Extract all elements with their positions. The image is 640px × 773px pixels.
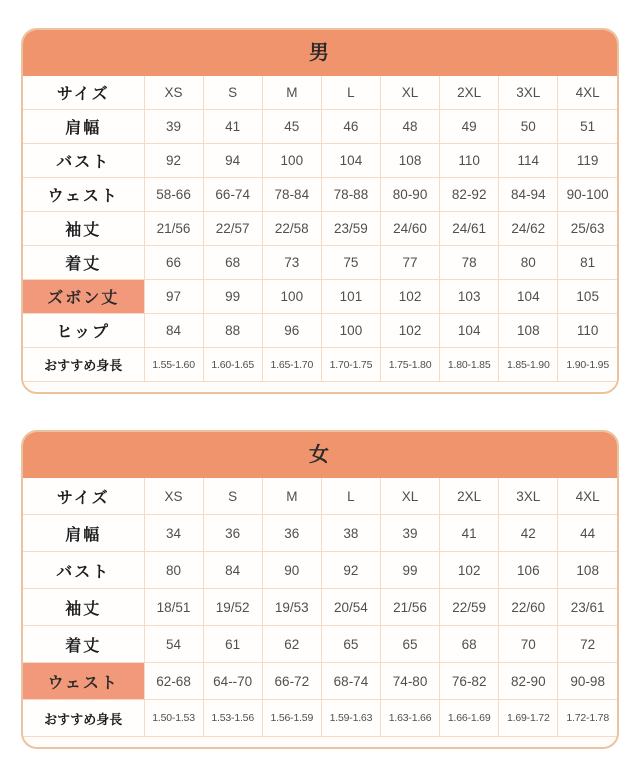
- value-cell: 100: [262, 144, 321, 178]
- value-cell: 102: [440, 552, 499, 589]
- value-cell: 21/56: [144, 212, 203, 246]
- mens-table-title: 男: [23, 30, 617, 76]
- row-label-cell: ズボン丈: [23, 280, 144, 314]
- value-cell: 41: [440, 515, 499, 552]
- value-cell: 1.53-1.56: [203, 700, 262, 737]
- value-cell: XS: [144, 478, 203, 515]
- value-cell: 19/53: [262, 589, 321, 626]
- value-cell: 1.69-1.72: [499, 700, 558, 737]
- row-label-cell: 肩幅: [23, 110, 144, 144]
- value-cell: 24/61: [440, 212, 499, 246]
- row-label-cell: おすすめ身長: [23, 348, 144, 382]
- value-cell: 66: [144, 246, 203, 280]
- table-row: [23, 478, 617, 515]
- value-cell: 81: [558, 246, 617, 280]
- value-cell: 25/63: [558, 212, 617, 246]
- value-cell: 92: [321, 552, 380, 589]
- value-cell: 82-92: [440, 178, 499, 212]
- value-cell: 1.75-1.80: [381, 348, 440, 382]
- table-row: [23, 348, 617, 382]
- value-cell: 100: [321, 314, 380, 348]
- row-label-cell: おすすめ身長: [23, 700, 144, 737]
- value-cell: 76-82: [440, 663, 499, 700]
- value-cell: 1.63-1.66: [381, 700, 440, 737]
- value-cell: 42: [499, 515, 558, 552]
- value-cell: 64--70: [203, 663, 262, 700]
- value-cell: L: [321, 478, 380, 515]
- table-row: [23, 212, 617, 246]
- value-cell: 102: [381, 314, 440, 348]
- value-cell: 4XL: [558, 76, 617, 110]
- value-cell: 78-84: [262, 178, 321, 212]
- value-cell: 104: [321, 144, 380, 178]
- value-cell: 44: [558, 515, 617, 552]
- value-cell: 94: [203, 144, 262, 178]
- value-cell: 108: [381, 144, 440, 178]
- table-row: [23, 144, 617, 178]
- value-cell: 1.60-1.65: [203, 348, 262, 382]
- value-cell: 23/61: [558, 589, 617, 626]
- row-label-cell: バスト: [23, 144, 144, 178]
- value-cell: 66-72: [262, 663, 321, 700]
- value-cell: 1.80-1.85: [440, 348, 499, 382]
- value-cell: 50: [499, 110, 558, 144]
- value-cell: 78: [440, 246, 499, 280]
- value-cell: 90-100: [558, 178, 617, 212]
- value-cell: 1.66-1.69: [440, 700, 499, 737]
- row-label-cell: 袖丈: [23, 589, 144, 626]
- value-cell: 101: [321, 280, 380, 314]
- value-cell: XL: [381, 76, 440, 110]
- value-cell: 21/56: [381, 589, 440, 626]
- value-cell: 41: [203, 110, 262, 144]
- value-cell: 20/54: [321, 589, 380, 626]
- value-cell: 1.70-1.75: [321, 348, 380, 382]
- value-cell: 84-94: [499, 178, 558, 212]
- table-row: [23, 589, 617, 626]
- value-cell: 22/57: [203, 212, 262, 246]
- row-label-cell: 着丈: [23, 626, 144, 663]
- table-row: [23, 76, 617, 110]
- value-cell: 24/62: [499, 212, 558, 246]
- value-cell: 54: [144, 626, 203, 663]
- value-cell: 82-90: [499, 663, 558, 700]
- womens-table-title: 女: [23, 432, 617, 478]
- value-cell: 22/59: [440, 589, 499, 626]
- table-row: [23, 246, 617, 280]
- value-cell: 38: [321, 515, 380, 552]
- value-cell: 72: [558, 626, 617, 663]
- value-cell: 110: [440, 144, 499, 178]
- value-cell: 19/52: [203, 589, 262, 626]
- value-cell: 84: [144, 314, 203, 348]
- value-cell: 49: [440, 110, 499, 144]
- value-cell: 58-66: [144, 178, 203, 212]
- value-cell: 39: [144, 110, 203, 144]
- value-cell: 45: [262, 110, 321, 144]
- value-cell: 88: [203, 314, 262, 348]
- value-cell: 1.55-1.60: [144, 348, 203, 382]
- table-row: [23, 663, 617, 700]
- table-row: [23, 280, 617, 314]
- value-cell: M: [262, 478, 321, 515]
- value-cell: 1.50-1.53: [144, 700, 203, 737]
- row-label-cell: 袖丈: [23, 212, 144, 246]
- value-cell: 22/58: [262, 212, 321, 246]
- value-cell: 77: [381, 246, 440, 280]
- value-cell: 99: [203, 280, 262, 314]
- value-cell: 68: [440, 626, 499, 663]
- row-label-cell: ウェスト: [23, 663, 144, 700]
- mens-size-table: [23, 76, 617, 382]
- value-cell: 61: [203, 626, 262, 663]
- value-cell: 104: [499, 280, 558, 314]
- row-label-cell: ヒップ: [23, 314, 144, 348]
- row-label-cell: ウェスト: [23, 178, 144, 212]
- table-row: [23, 700, 617, 737]
- value-cell: 3XL: [499, 478, 558, 515]
- value-cell: 97: [144, 280, 203, 314]
- value-cell: 2XL: [440, 76, 499, 110]
- value-cell: 51: [558, 110, 617, 144]
- value-cell: 3XL: [499, 76, 558, 110]
- value-cell: 75: [321, 246, 380, 280]
- value-cell: 90-98: [558, 663, 617, 700]
- value-cell: 78-88: [321, 178, 380, 212]
- value-cell: 119: [558, 144, 617, 178]
- value-cell: 73: [262, 246, 321, 280]
- value-cell: 110: [558, 314, 617, 348]
- value-cell: 23/59: [321, 212, 380, 246]
- womens-table-body: [23, 478, 617, 737]
- table-row: [23, 515, 617, 552]
- row-label-cell: バスト: [23, 552, 144, 589]
- table-row: [23, 314, 617, 348]
- value-cell: 105: [558, 280, 617, 314]
- table-row: [23, 552, 617, 589]
- value-cell: 80-90: [381, 178, 440, 212]
- value-cell: 108: [499, 314, 558, 348]
- value-cell: 80: [499, 246, 558, 280]
- value-cell: 4XL: [558, 478, 617, 515]
- value-cell: 90: [262, 552, 321, 589]
- value-cell: 1.72-1.78: [558, 700, 617, 737]
- value-cell: 68-74: [321, 663, 380, 700]
- value-cell: 65: [321, 626, 380, 663]
- value-cell: 92: [144, 144, 203, 178]
- value-cell: 48: [381, 110, 440, 144]
- table-row: [23, 110, 617, 144]
- value-cell: 39: [381, 515, 440, 552]
- row-label-cell: サイズ: [23, 76, 144, 110]
- value-cell: 104: [440, 314, 499, 348]
- value-cell: S: [203, 478, 262, 515]
- value-cell: 70: [499, 626, 558, 663]
- table-row: [23, 178, 617, 212]
- value-cell: 2XL: [440, 478, 499, 515]
- value-cell: 1.65-1.70: [262, 348, 321, 382]
- value-cell: 102: [381, 280, 440, 314]
- value-cell: 108: [558, 552, 617, 589]
- womens-size-table: [23, 478, 617, 737]
- value-cell: 100: [262, 280, 321, 314]
- value-cell: 114: [499, 144, 558, 178]
- value-cell: 22/60: [499, 589, 558, 626]
- value-cell: 1.59-1.63: [321, 700, 380, 737]
- value-cell: 62: [262, 626, 321, 663]
- value-cell: S: [203, 76, 262, 110]
- value-cell: 106: [499, 552, 558, 589]
- value-cell: 66-74: [203, 178, 262, 212]
- value-cell: 99: [381, 552, 440, 589]
- value-cell: XL: [381, 478, 440, 515]
- value-cell: 1.90-1.95: [558, 348, 617, 382]
- value-cell: 68: [203, 246, 262, 280]
- row-label-cell: サイズ: [23, 478, 144, 515]
- table-row: [23, 626, 617, 663]
- mens-size-table-card: [21, 28, 619, 394]
- value-cell: 36: [203, 515, 262, 552]
- value-cell: 1.85-1.90: [499, 348, 558, 382]
- value-cell: XS: [144, 76, 203, 110]
- value-cell: 62-68: [144, 663, 203, 700]
- value-cell: 65: [381, 626, 440, 663]
- value-cell: 96: [262, 314, 321, 348]
- value-cell: 1.56-1.59: [262, 700, 321, 737]
- value-cell: 24/60: [381, 212, 440, 246]
- womens-size-table-card: [21, 430, 619, 749]
- value-cell: 34: [144, 515, 203, 552]
- value-cell: 84: [203, 552, 262, 589]
- value-cell: 18/51: [144, 589, 203, 626]
- value-cell: M: [262, 76, 321, 110]
- mens-table-body: [23, 76, 617, 382]
- value-cell: L: [321, 76, 380, 110]
- value-cell: 103: [440, 280, 499, 314]
- value-cell: 36: [262, 515, 321, 552]
- value-cell: 80: [144, 552, 203, 589]
- value-cell: 74-80: [381, 663, 440, 700]
- row-label-cell: 肩幅: [23, 515, 144, 552]
- row-label-cell: 着丈: [23, 246, 144, 280]
- value-cell: 46: [321, 110, 380, 144]
